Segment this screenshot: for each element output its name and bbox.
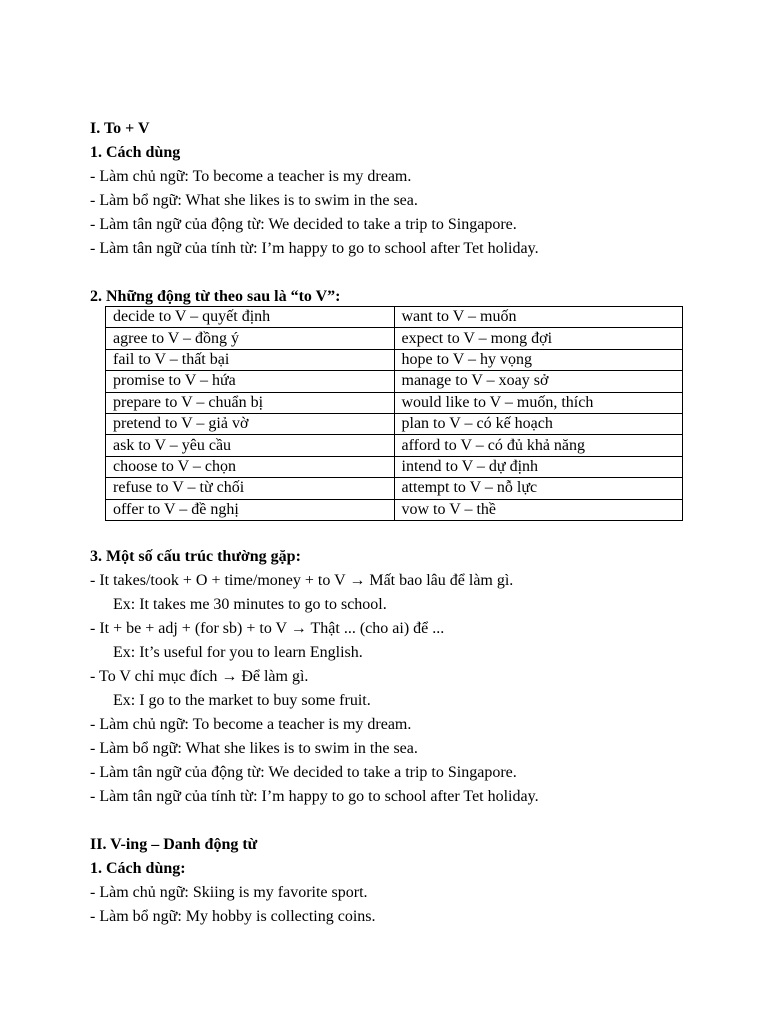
spacer bbox=[90, 809, 690, 833]
usage-line: - Làm bổ ngữ: My hobby is collecting coins. bbox=[90, 907, 376, 925]
table-row bbox=[106, 328, 683, 349]
table-cell: want to V – muốn bbox=[394, 307, 683, 328]
usage-line: - Làm chủ ngữ: To become a teacher is my dream. bbox=[90, 168, 412, 185]
table-cell: choose to V – chọn bbox=[106, 456, 395, 477]
usage-line: - Làm tân ngữ của động từ: We decided to take a trip to Singapore. bbox=[90, 216, 517, 233]
table-cell: refuse to V – từ chối bbox=[106, 478, 395, 499]
example-line: Ex: It takes me 30 minutes to go to school. bbox=[113, 595, 387, 613]
table-cell: promise to V – hứa bbox=[106, 371, 395, 392]
table-row bbox=[106, 307, 683, 328]
table-cell: ask to V – yêu cầu bbox=[106, 435, 395, 456]
table-cell: manage to V – xoay sở bbox=[394, 371, 683, 392]
structure-line: - Làm bổ ngữ: What she likes is to swim in the sea. bbox=[90, 739, 418, 757]
table-cell: fail to V – thất bại bbox=[106, 349, 395, 370]
table-row bbox=[106, 499, 683, 520]
table-cell: pretend to V – giả vờ bbox=[106, 413, 395, 434]
table-cell: hope to V – hy vọng bbox=[394, 349, 683, 370]
subsection-heading: 2. Những động từ theo sau là “to V”: bbox=[90, 288, 341, 305]
table-cell: expect to V – mong đợi bbox=[394, 328, 683, 349]
verbs-table bbox=[105, 306, 683, 521]
structure-line: - It + be + adj + (for sb) + to V → Thật ... (cho ai) để ... bbox=[90, 619, 445, 637]
table-cell: afford to V – có đủ khả năng bbox=[394, 435, 683, 456]
table-row bbox=[106, 392, 683, 413]
table-row bbox=[106, 349, 683, 370]
structure-line: - Làm chủ ngữ: To become a teacher is my dream. bbox=[90, 715, 412, 733]
table-cell: decide to V – quyết định bbox=[106, 307, 395, 328]
document-page bbox=[90, 117, 690, 929]
section-heading: I. To + V bbox=[90, 120, 150, 137]
table-row bbox=[106, 456, 683, 477]
spacer bbox=[90, 521, 690, 545]
usage-line: - Làm chủ ngữ: Skiing is my favorite sport. bbox=[90, 883, 368, 901]
table-cell: agree to V – đồng ý bbox=[106, 328, 395, 349]
table-row bbox=[106, 435, 683, 456]
structure-line: - To V chỉ mục đích → Để làm gì. bbox=[90, 667, 309, 685]
table-row bbox=[106, 413, 683, 434]
structure-line: - It takes/took + O + time/money + to V → Mất bao lâu để làm gì. bbox=[90, 571, 514, 589]
table-cell: would like to V – muốn, thích bbox=[394, 392, 683, 413]
example-line: Ex: It’s useful for you to learn English. bbox=[113, 643, 363, 661]
subsection-heading: 1. Cách dùng bbox=[90, 144, 181, 161]
table-cell: vow to V – thề bbox=[394, 499, 683, 520]
subsection-heading: 1. Cách dùng: bbox=[90, 859, 186, 877]
table-cell: plan to V – có kế hoạch bbox=[394, 413, 683, 434]
table-cell: prepare to V – chuẩn bị bbox=[106, 392, 395, 413]
table-row bbox=[106, 478, 683, 499]
subsection-heading: 3. Một số cấu trúc thường gặp: bbox=[90, 547, 301, 565]
structure-line: - Làm tân ngữ của tính từ: I’m happy to go to school after Tet holiday. bbox=[90, 787, 539, 805]
table-cell: intend to V – dự định bbox=[394, 456, 683, 477]
table-cell: attempt to V – nỗ lực bbox=[394, 478, 683, 499]
table-cell: offer to V – đề nghị bbox=[106, 499, 395, 520]
usage-line: - Làm bổ ngữ: What she likes is to swim in the sea. bbox=[90, 192, 418, 209]
example-line: Ex: I go to the market to buy some fruit. bbox=[113, 691, 371, 709]
spacer bbox=[90, 261, 690, 285]
section-heading: II. V-ing – Danh động từ bbox=[90, 835, 258, 853]
structure-line: - Làm tân ngữ của động từ: We decided to take a trip to Singapore. bbox=[90, 763, 517, 781]
usage-line: - Làm tân ngữ của tính từ: I’m happy to go to school after Tet holiday. bbox=[90, 240, 539, 257]
table-row bbox=[106, 371, 683, 392]
